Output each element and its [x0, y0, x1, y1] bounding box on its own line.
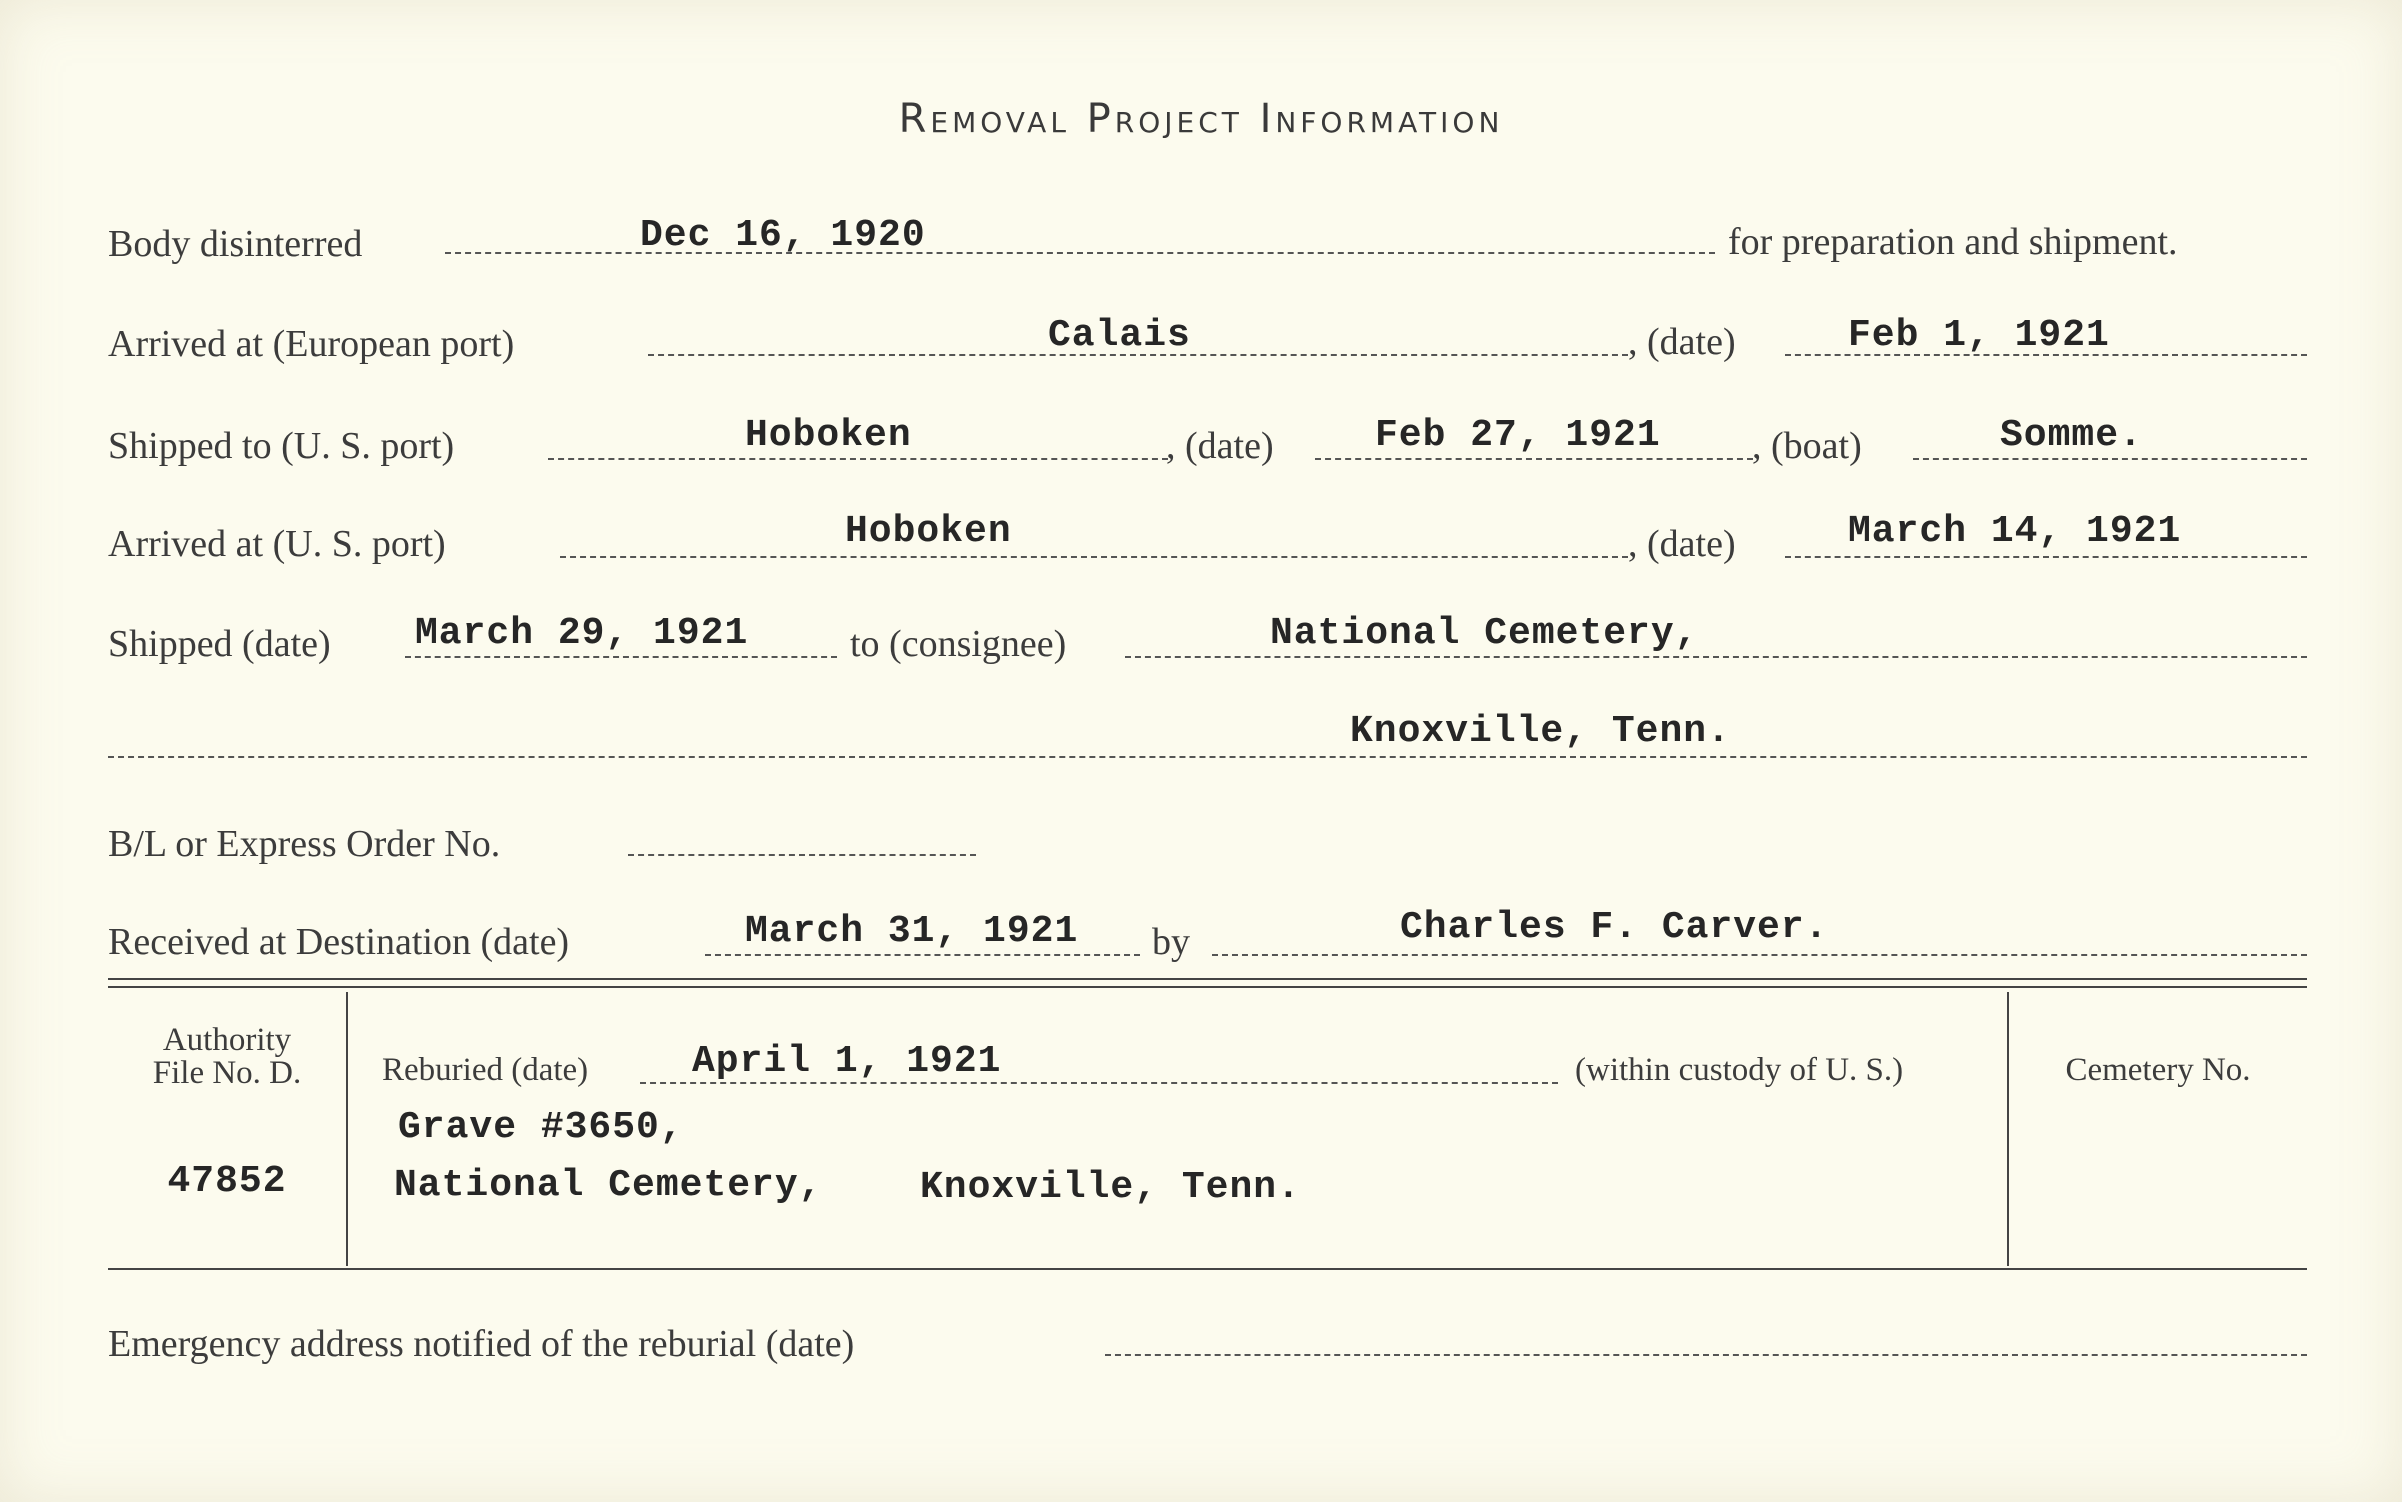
reburied-label: Reburied (date): [382, 1052, 589, 1088]
city-line: Knoxville, Tenn.: [920, 1166, 1301, 1209]
arrived-europe-label: Arrived at (European port): [108, 323, 515, 365]
arrived-us-date: March 14, 1921: [1848, 510, 2182, 553]
shipped-us-port: Hoboken: [745, 414, 912, 457]
card-title: Removal Project Information: [898, 96, 1504, 142]
shipped-date-line: [405, 656, 837, 658]
consignee-line1: National Cemetery,: [1270, 612, 1699, 655]
consignee-line: [1125, 656, 2307, 658]
shipped-us-boat: Somme.: [2000, 414, 2143, 457]
shipped-us-date: Feb 27, 1921: [1375, 414, 1661, 457]
cemetery-no-label: Cemetery No.: [2065, 1052, 2251, 1088]
shipped-label: Shipped (date): [108, 623, 331, 665]
box-top-rule-1: [108, 978, 2307, 980]
received-date: March 31, 1921: [745, 910, 1079, 953]
shipped-us-date-label: , (date): [1166, 425, 1274, 467]
custody-label: (within custody of U. S.): [1575, 1052, 1904, 1088]
shipped-us-port-line: [548, 458, 1168, 460]
disinterred-label: Body disinterred: [108, 223, 363, 265]
received-by: Charles F. Carver.: [1400, 906, 1829, 949]
authority-label-1: Authority: [162, 1022, 292, 1058]
shipped-us-boat-line: [1913, 458, 2307, 460]
received-label: Received at Destination (date): [108, 921, 570, 963]
consignee-label: to (consignee): [850, 623, 1067, 665]
bl-line: [628, 854, 976, 856]
disinterred-value: Dec 16, 1920: [640, 214, 926, 257]
arrived-europe-date-label: , (date): [1628, 321, 1736, 363]
box-top-rule-2: [108, 986, 2307, 988]
authority-value: 47852: [167, 1160, 287, 1203]
received-by-label: by: [1152, 921, 1190, 963]
arrived-us-label: Arrived at (U. S. port): [108, 523, 446, 565]
received-date-line: [705, 954, 1140, 956]
shipped-us-date-line: [1315, 458, 1753, 460]
reburied-date: April 1, 1921: [692, 1040, 1002, 1083]
emergency-line: [1105, 1354, 2307, 1356]
grave-line: Grave #3650,: [398, 1106, 684, 1149]
arrived-us-date-line: [1785, 556, 2307, 558]
bl-label: B/L or Express Order No.: [108, 823, 501, 865]
shipped-us-boat-label: , (boat): [1752, 425, 1862, 467]
arrived-europe-port: Calais: [1048, 314, 1191, 357]
disinterred-line: [445, 252, 1715, 254]
emergency-label: Emergency address notified of the reburial (date): [108, 1323, 855, 1365]
arrived-us-port-line: [560, 556, 1628, 558]
arrived-us-port: Hoboken: [845, 510, 1012, 553]
disinterred-suffix: for preparation and shipment.: [1728, 221, 2178, 263]
box-divider-left: [346, 992, 348, 1266]
received-by-line: [1212, 954, 2307, 956]
arrived-us-date-label: , (date): [1628, 523, 1736, 565]
consignee-line2: Knoxville, Tenn.: [1350, 710, 1731, 753]
box-divider-right: [2007, 992, 2009, 1266]
shipped-date: March 29, 1921: [415, 612, 749, 655]
arrived-europe-date: Feb 1, 1921: [1848, 314, 2110, 357]
shipped-us-label: Shipped to (U. S. port): [108, 425, 455, 467]
consignee-line-2: [108, 756, 2307, 758]
box-bottom-rule: [108, 1268, 2307, 1270]
authority-label-2: File No. D.: [152, 1055, 302, 1091]
cemetery-line: National Cemetery,: [394, 1164, 823, 1207]
